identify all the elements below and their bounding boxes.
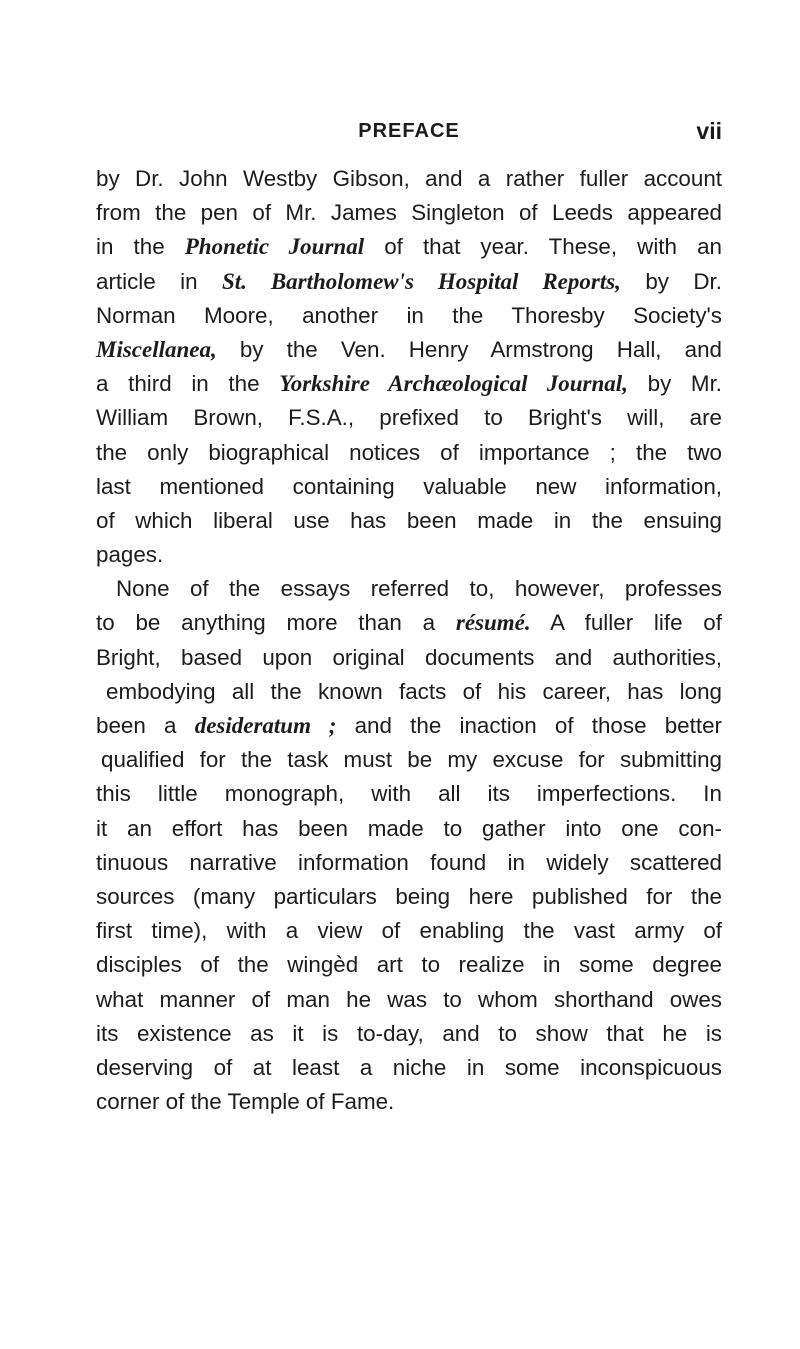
text-line: [96, 1017, 722, 1051]
text-line: [96, 572, 722, 606]
text-line: [96, 367, 722, 401]
text-run: of that year. These, with an: [364, 234, 722, 260]
text-line: [96, 299, 722, 333]
text-run: embodying all the known facts of his career, has long: [106, 678, 722, 704]
text-line: [96, 846, 722, 880]
text-line: [96, 948, 722, 982]
text-run: pages.: [96, 542, 164, 568]
text-run: its existence as it is to-day, and to show that he is: [96, 1020, 722, 1046]
text-run: Bright, based upon original documents and authorities,: [96, 644, 722, 670]
text-line: [96, 504, 722, 538]
text-run: this little monograph, with all its imperfections. In: [96, 781, 722, 807]
text-line: [96, 470, 722, 504]
italic-title: Phonetic Journal: [184, 234, 365, 260]
text-line: [96, 880, 722, 914]
text-run: tinuous narrative information found in widely scattered: [96, 849, 722, 875]
text-run: qualified for the task must be my excuse for submitting: [101, 747, 722, 773]
text-run: article in: [96, 268, 222, 294]
text-line: [96, 162, 722, 196]
italic-title: Miscellanea,: [96, 336, 217, 362]
text-line: [96, 538, 722, 572]
text-run: what manner of man he was to whom shorthand owes: [96, 986, 722, 1012]
text-run: it an effort has been made to gather into one con-: [96, 815, 722, 841]
text-line: [96, 230, 722, 264]
text-line: [96, 675, 722, 709]
text-line: [96, 641, 722, 675]
body-text: [96, 162, 722, 1119]
text-run: by the Ven. Henry Armstrong Hall, and: [216, 336, 722, 362]
running-head: [96, 118, 722, 150]
text-run: deserving of at least a niche in some inconspicuous: [96, 1054, 722, 1080]
text-run: been a: [96, 713, 195, 738]
text-line: [96, 709, 722, 743]
text-run: first time), with a view of enabling the vast army of: [96, 918, 722, 944]
italic-title: St. Bartholomew's Hospital Reports,: [221, 268, 621, 294]
text-line: [96, 983, 722, 1017]
text-run: by Dr.: [620, 268, 722, 294]
text-run: by Mr.: [627, 371, 723, 397]
page-number: vii: [696, 118, 722, 144]
text-line: [96, 743, 722, 777]
italic-term: résumé.: [455, 610, 531, 636]
text-line: [96, 1085, 722, 1119]
text-run: of which liberal use has been made in the ensuing: [96, 507, 722, 533]
text-line: [96, 606, 722, 640]
italic-title: Yorkshire Archæological Journal,: [279, 371, 628, 397]
text-run: the only biographical notices of importance ; the two: [96, 439, 722, 465]
text-line: [96, 333, 722, 367]
text-run: A fuller life of: [530, 610, 722, 636]
text-run: from the pen of Mr. James Singleton of Leeds appeared: [96, 200, 722, 226]
text-run: in the: [96, 234, 185, 260]
text-run: and the inaction of those better: [336, 713, 722, 738]
text-run: by Dr. John Westby Gibson, and a rather fuller account: [96, 166, 722, 191]
text-run: Norman Moore, another in the Thoresby Society's: [96, 302, 722, 328]
text-run: last mentioned containing valuable new information,: [96, 473, 722, 499]
text-line: [96, 265, 722, 299]
italic-term: desideratum ;: [194, 713, 337, 738]
running-head-title: PREFACE: [358, 120, 460, 142]
text-run: William Brown, F.S.A., prefixed to Bright's will, are: [96, 405, 722, 431]
text-run: sources (many particulars being here published for the: [96, 883, 722, 909]
text-line: [96, 812, 722, 846]
text-line: [96, 914, 722, 948]
text-run: corner of the Temple of Fame.: [96, 1089, 395, 1115]
text-run: None of the essays referred to, however, professes: [116, 576, 722, 602]
text-line: [96, 777, 722, 811]
text-line: [96, 1051, 722, 1085]
text-run: to be anything more than a: [96, 610, 456, 636]
text-line: [96, 436, 722, 470]
text-run: disciples of the wingèd art to realize in some degree: [96, 952, 722, 978]
text-run: a third in the: [96, 371, 280, 397]
text-line: [96, 401, 722, 435]
text-line: [96, 196, 722, 230]
